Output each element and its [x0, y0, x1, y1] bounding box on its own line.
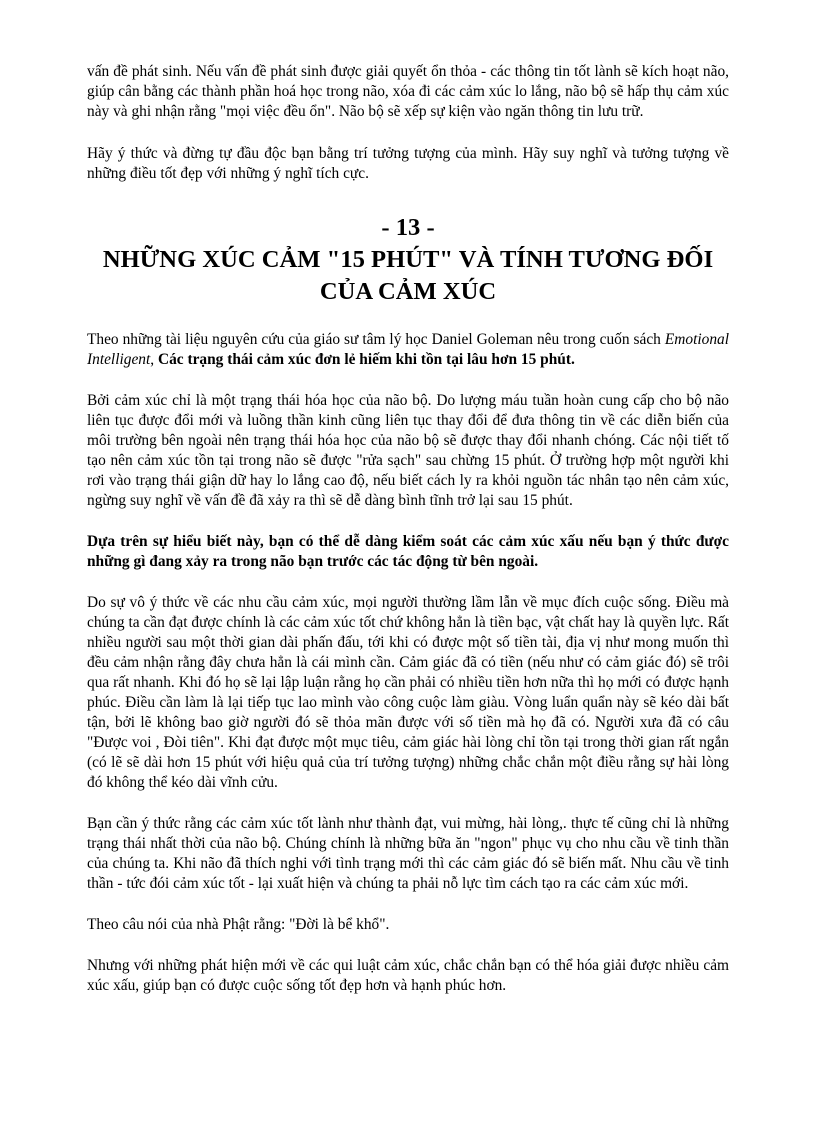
- paragraph-conclusion: Nhưng với những phát hiện mới về các qui luật cảm xúc, chắc chắn bạn có thể hóa giải được nhiều cảm xúc xấu, giúp bạn có được cuộc sống tốt đẹp hơn và hạnh phúc hơn.: [87, 957, 729, 994]
- paragraph-buddha-quote: Theo câu nói của nhà Phật rằng: "Đời là bể khổ".: [87, 916, 390, 933]
- paragraph-life-purpose: Do sự vô ý thức về các nhu cầu cảm xúc, mọi người thường lầm lẫn về mục đích cuộc sống. Điều mà chúng ta cần đạt được chính là các cảm xúc tốt chứ không hẳn là tiền bạc, vật chất hay là quyền lực. Rất nhiều người sau một thời gian dài phấn đấu, tới khi có được một số tiền tài, địa vị như mong muốn thì đều cảm nhận rằng đây chưa hẳn là cái mình cần. Cảm giác đã có tiền (nếu như có cảm giác đó) sẽ trôi qua rất nhanh. Khi đó họ sẽ lại lập luận rằng họ cần phải có nhiều tiền hơn nữa thì họ mới có được hạnh phúc. Điều cần làm là lại tiếp tục lao mình vào công cuộc làm giàu. Vòng luẩn quẩn này sẽ kéo dài bất tận, bởi lẽ không bao giờ người đó sẽ thỏa mãn được với số tiền mà họ đã có. Người xưa đã có câu "Được voi , Đòi tiên". Khi đạt được một mục tiêu, cảm giác hài lòng chỉ tồn tại trong thời gian rất ngắn (có lẽ sẽ dài hơn 15 phút với hiệu quả của trí tưởng tượng) những chắc chắn một điều rằng sự hài lòng đó không thể kéo dài vĩnh cửu.: [87, 594, 729, 791]
- paragraph-imagination: Hãy ý thức và đừng tự đầu độc bạn bằng trí tưởng tượng của mình. Hãy suy nghĩ và tưởng tượng về những điều tốt đẹp với những ý nghĩ tích cực.: [87, 145, 729, 182]
- book-title: Emotional Intelligent: [87, 331, 729, 368]
- paragraph-intro: [87, 330, 729, 370]
- paragraph-continuation: vấn đề phát sinh. Nếu vấn đề phát sinh được giải quyết ổn thỏa - các thông tin tốt lành sẽ kích hoạt não, giúp cân bằng các thành phần hoá học trong não, xóa đi các cảm xúc lo lắng, não bộ sẽ hấp thụ cảm xúc này và ghi nhận rằng "mọi việc đều ổn". Não bộ sẽ xếp sự kiện vào ngăn thông tin lưu trữ.: [87, 63, 729, 120]
- section-heading: [87, 212, 729, 308]
- paragraph-temporary-states: Bạn cần ý thức rằng các cảm xúc tốt lành như thành đạt, vui mừng, hài lòng,. thực tế cũng chỉ là những trạng thái nhất thời của não bộ. Chúng chính là những bữa ăn "ngon" phục vụ cho nhu cầu về tinh thần của chúng ta. Khi não đã thích nghi với tình trạng mới thì các cảm giác đó sẽ biến mất. Nhu cầu về tinh thần - tức đói cảm xúc tốt - lại xuất hiện và chúng ta phải nỗ lực tìm cách tạo ra các cảm xúc mới.: [87, 815, 729, 892]
- paragraph-chemistry: Bởi cảm xúc chỉ là một trạng thái hóa học của não bộ. Do lượng máu tuần hoàn cung cấp cho bộ não liên tục được đổi mới và luồng thần kinh cũng liên tục thay đổi để đưa thông tin về các diễn biến của môi trường bên ngoài nên trạng thái hóa học của não bộ sẽ được thay đổi nhanh chóng. Các nội tiết tố tạo nên cảm xúc tồn tại trong não sẽ được "rửa sạch" sau chừng 15 phút. Ở trường hợp một người khi rơi vào trạng thái giận dữ hay lo lắng cao độ, nếu biết cách ly ra khỏi nguồn tác nhân tạo nên cảm xúc, ngừng suy nghĩ về vấn đề đã xảy ra thì sẽ dễ dàng bình tĩnh trở lại sau 15 phút.: [87, 392, 729, 509]
- intro-lead: Theo những tài liệu nguyên cứu của giáo sư tâm lý học Daniel Goleman nêu trong cuốn sách: [87, 331, 665, 348]
- document-page: [87, 62, 729, 996]
- section-number: - 13 -: [381, 214, 435, 241]
- paragraph-key-insight: Dựa trên sự hiểu biết này, bạn có thể dễ dàng kiểm soát các cảm xúc xấu nếu bạn ý thức được những gì đang xảy ra trong não bạn trước các tác động từ bên ngoài.: [87, 533, 729, 570]
- intro-bold-statement: Các trạng thái cảm xúc đơn lẻ hiếm khi tồn tại lâu hơn 15 phút.: [157, 351, 575, 368]
- section-title: NHỮNG XÚC CẢM "15 PHÚT" VÀ TÍNH TƯƠNG ĐỐI CỦA CẢM XÚC: [102, 246, 714, 305]
- intro-comma: ,: [150, 351, 158, 368]
